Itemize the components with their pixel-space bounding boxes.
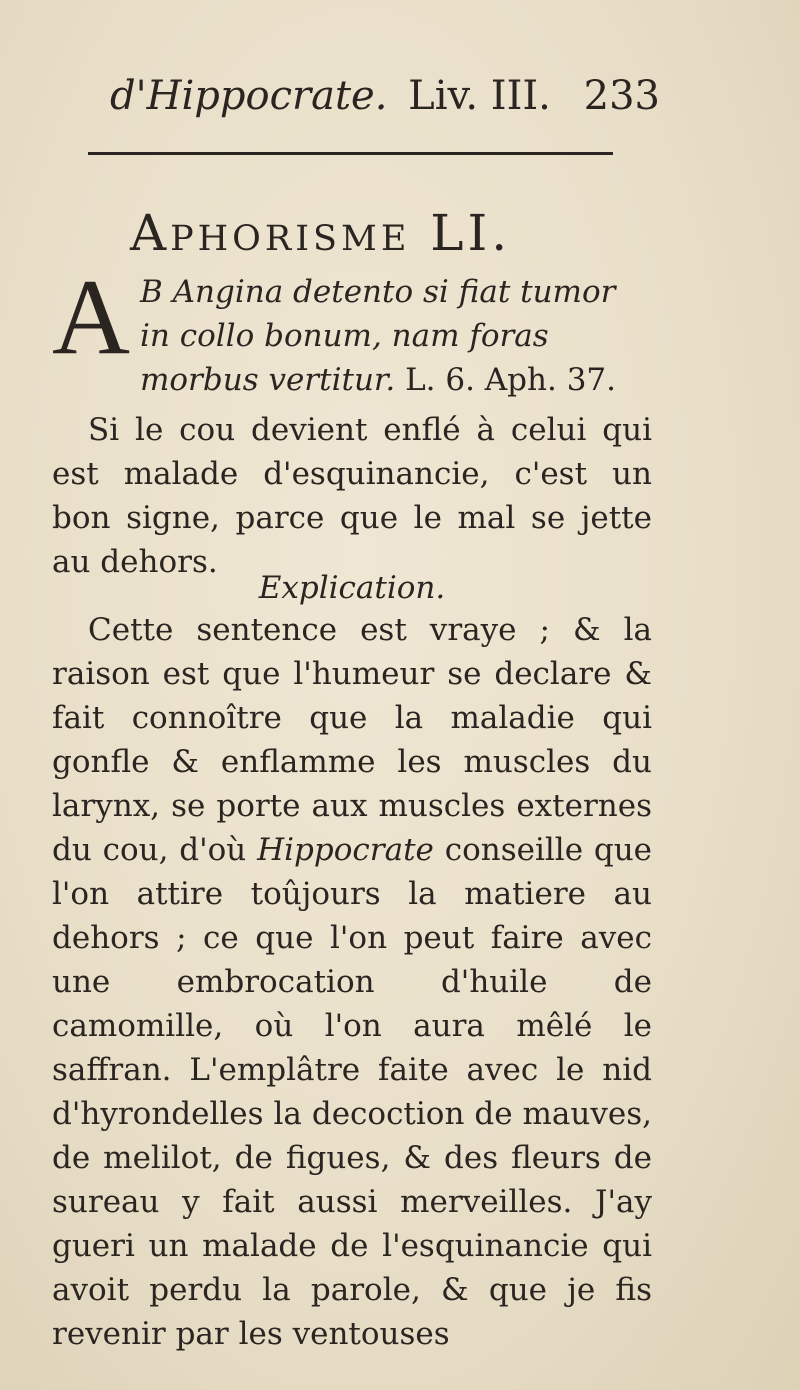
drop-cap: A [52, 258, 130, 377]
latin-text: B Angina detento si fiat tumor in collo bonum, nam foras morbus vertitur. [140, 274, 616, 398]
running-title: d'Hippocrate. [110, 73, 388, 119]
french-translation: Si le cou devient enflé à celui qui est malade d'esquinancie, c'est un bon signe, parce que le mal se jette au dehors. [52, 412, 652, 580]
latin-reference: L. 6. Aph. 37. [405, 362, 616, 398]
running-header [110, 66, 670, 126]
aphorism-heading: Aphorisme LI. [130, 204, 512, 262]
explication-heading: Explication. [258, 570, 446, 606]
explication-text [52, 608, 652, 1356]
header-rule [88, 152, 613, 155]
page-number: 233 [583, 73, 660, 119]
explication-text-part-2: conseille que l'on attire toûjours la matiere au dehors ; ce que l'on peut faire avec une embrocation d'huile de camomille, où l'on aura mêlé le saffran. L'emplâtre faite avec le nid d'hyrondelles la decoction de mauves, de melilot, de figues, & des fleurs de sureau y fait aussi merveilles. J'ay gueri un malade de l'esquinancie qui avoit perdu la parole, & que je fis revenir par les ventouses [52, 832, 653, 1352]
explication-text-part-1: Cette sentence est vraye ; & la raison est que l'humeur se declare & fait connoître que la maladie qui gonfle & enflamme les muscles du larynx, se porte aux muscles externes du cou, d'où [52, 612, 652, 868]
latin-aphorism [52, 258, 652, 402]
hippocrate-name: Hippocrate [257, 832, 434, 868]
book-reference: Liv. III. [408, 73, 551, 119]
